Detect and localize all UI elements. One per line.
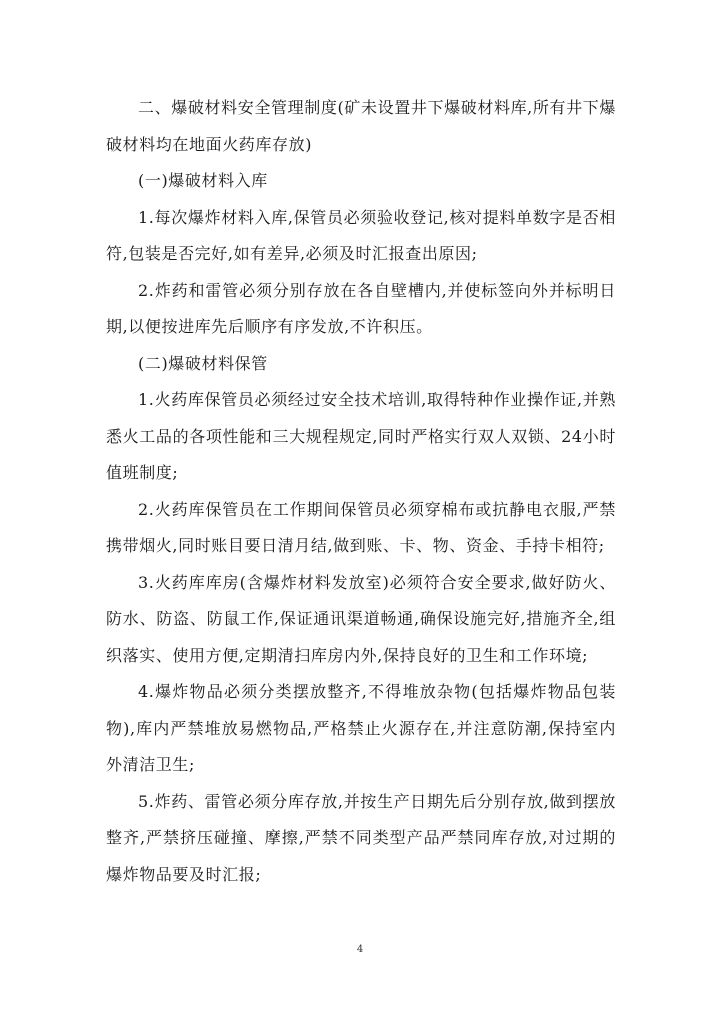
paragraph-warehousing-item-1: 1.每次爆炸材料入库,保管员必须验收登记,核对提料单数字是否相符,包装是否完好,如有差异,必须及时汇报查出原因; [106, 207, 616, 263]
paragraph-warehousing-item-2: 2.炸药和雷管必须分别存放在各自壁槽内,并使标签向外并标明日期,以便按进库先后顺序有序发放,不许积压。 [106, 280, 616, 336]
paragraph-storage-item-4: 4.爆炸物品必须分类摆放整齐,不得堆放杂物(包括爆炸物品包装物),库内严禁堆放易燃物品,严格禁止火源存在,并注意防潮,保持室内外清洁卫生; [106, 682, 616, 774]
page-number: 4 [356, 944, 364, 955]
paragraph-storage-item-2: 2.火药库保管员在工作期间保管员必须穿棉布或抗静电衣服,严禁携带烟火,同时账目要日清月结,做到账、卡、物、资金、手持卡相符; [106, 499, 616, 555]
paragraph-storage-item-3: 3.火药库库房(含爆炸材料发放室)必须符合安全要求,做好防火、防水、防盗、防鼠工作,保证通讯渠道畅通,确保设施完好,措施齐全,组织落实、使用方便,定期清扫库房内外,保持良好的卫生和工作环境; [106, 572, 616, 665]
subsection-heading-storage: (二)爆破材料保管 [138, 353, 268, 373]
paragraph-storage-item-5: 5.炸药、雷管必须分库存放,并按生产日期先后分别存放,做到摆放整齐,严禁挤压碰撞、摩擦,严禁不同类型产品严禁同库存放,对过期的爆炸物品要及时汇报; [106, 791, 616, 884]
section-heading-explosive-materials-management: 二、爆破材料安全管理制度(矿未设置井下爆破材料库,所有井下爆破材料均在地面火药库存放) [106, 98, 616, 154]
subsection-heading-warehousing: (一)爆破材料入库 [138, 171, 268, 190]
paragraph-storage-item-1: 1.火药库保管员必须经过安全技术培训,取得特种作业操作证,并熟悉火工品的各项性能和三大规程规定,同时严格实行双人双锁、24小时值班制度; [106, 390, 616, 482]
document-body [106, 90, 616, 893]
